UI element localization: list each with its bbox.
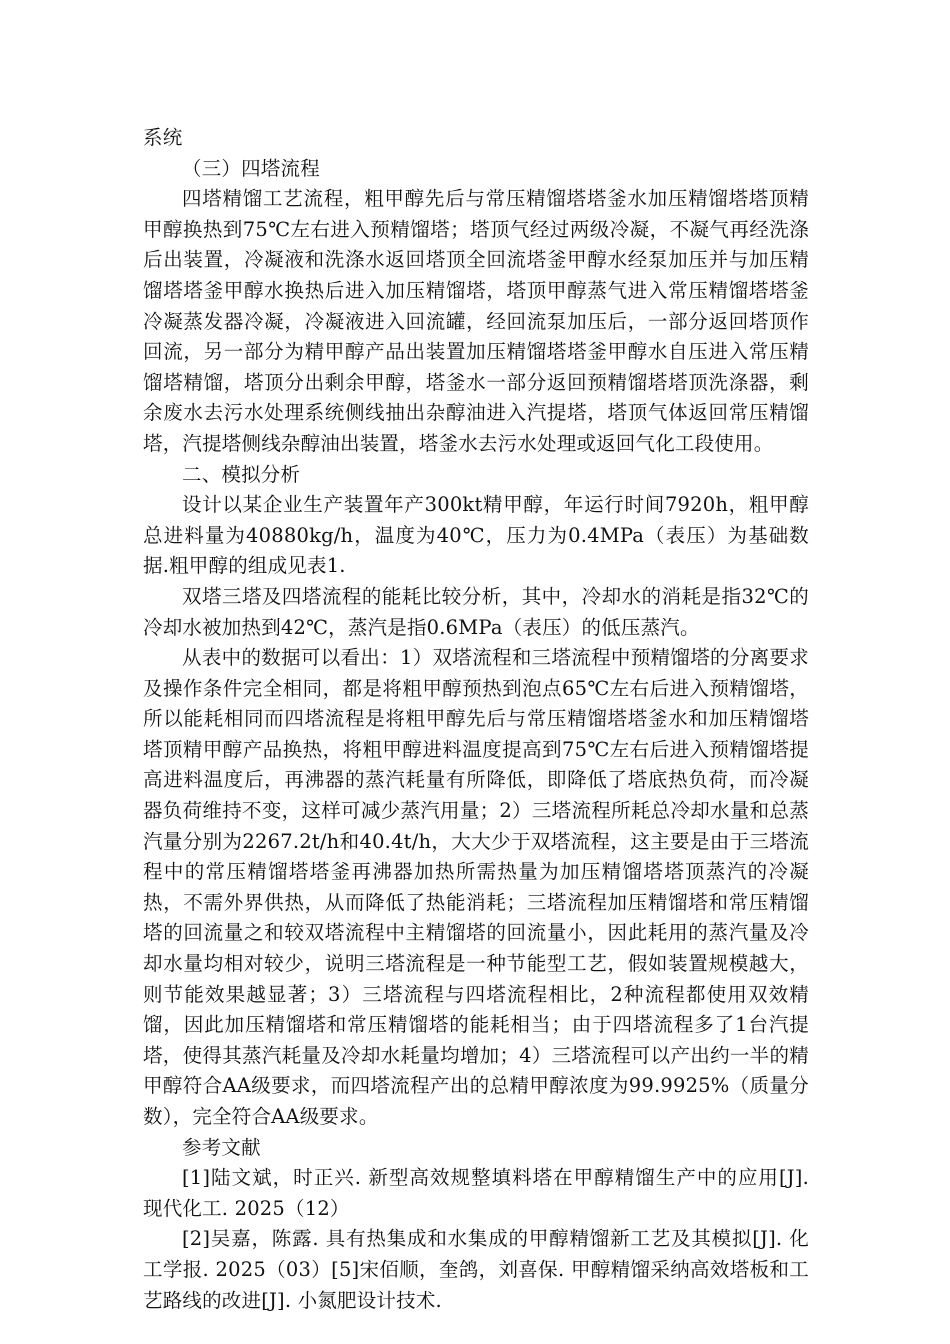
section-heading-four-tower: （三）四塔流程 [182, 156, 320, 180]
paragraph-table-analysis: 从表中的数据可以看出：1）双塔流程和三塔流程中预精馏塔的分离要求及操作条件完全相同，都是将粗甲醇预热到泡点65℃左右后进入预精馏塔，所以能耗相同而四塔流程是将粗甲醇先后与常压精馏塔塔釜水和加压精馏塔塔顶精甲醇产品换热，将粗甲醇进料温度提高到75℃左右后进入预精馏塔提高进料温度后，再沸器的蒸汽耗量有所降低，即降低了塔底热负荷，而冷凝器负荷维持不变，这样可减少蒸汽用量；2）三塔流程所耗总冷却水量和总蒸汽量分别为2267.2t/h和40.4t/h，大大少于双塔流程，这主要是由于三塔流程中的常压精馏塔塔釜再沸器加热所需热量为加压精馏塔塔顶蒸汽的冷凝热，不需外界供热，从而降低了热能消耗；三塔流程加压精馏塔和常压精馏塔的回流量之和较双塔流程中主精馏塔的回流量小，因此耗用的蒸汽量及冷却水量均相对较少，说明三塔流程是一种节能型工艺，假如装置规模越大，则节能效果越显著；3）三塔流程与四塔流程相比，2种流程都使用双效精馏，因此加压精馏塔和常压精馏塔的能耗相当；由于四塔流程多了1台汽提塔，使得其蒸汽耗量及冷却水耗量均增加；4）三塔流程可以产出约一半的精甲醇符合AA级要求，而四塔流程产出的总精甲醇浓度为99.9925%（质量分数），完全符合AA级要求。 [143, 646, 809, 1128]
section-heading-simulation: 二、模拟分析 [182, 462, 301, 486]
reference-item: [1]陆文斌，时正兴. 新型高效规整填料塔在甲醇精馏生产中的应用[J]. 现代化工. 2025（12） [143, 1166, 809, 1220]
references-heading: 参考文献 [182, 1135, 261, 1159]
paragraph-energy-comparison: 双塔三塔及四塔流程的能耗比较分析，其中，冷却水的消耗是指32℃的冷却水被加热到42℃，蒸汽是指0.6MPa（表压）的低压蒸汽。 [143, 584, 809, 639]
paragraph-four-tower-process: 四塔精馏工艺流程，粗甲醇先后与常压精馏塔塔釜水加压精馏塔塔顶精甲醇换热到75℃左右进入预精馏塔；塔顶气经过两级冷凝，不凝气再经洗涤后出装置，冷凝液和洗涤水返回塔顶全回流塔釜甲醇水经泵加压并与加压精馏塔塔釜甲醇水换热后进入加压精馏塔，塔顶甲醇蒸气进入常压精馏塔塔釜冷凝蒸发器冷凝，冷凝液进入回流罐，经回流泵加压后，一部分返回塔顶作回流，另一部分为精甲醇产品出装置加压精馏塔塔釜甲醇水自压进入常压精馏塔精馏，塔顶分出剩余甲醇，塔釜水一部分返回预精馏塔塔顶洗涤器，剩余废水去污水处理系统侧线抽出杂醇油进入汽提塔，塔顶气体返回常压精馏塔，汽提塔侧线杂醇油出装置，塔釜水去污水处理或返回气化工段使用。 [143, 187, 809, 455]
reference-item: [2]吴嘉，陈露. 具有热集成和水集成的甲醇精馏新工艺及其模拟[J]. 化工学报. 2025（03）[5]宋佰顺，奎鸽，刘喜保. 甲醇精馏采纳高效塔板和工艺路线的改进[J]. 小氮肥设计技术. [143, 1227, 809, 1312]
fragment-text: 系统 [143, 126, 183, 149]
paragraph-design-basis: 设计以某企业生产装置年产300kt精甲醇，年运行时间7920h，粗甲醇总进料量为40880kg/h，温度为40℃，压力为0.4MPa（表压）为基础数据.粗甲醇的组成见表1. [143, 493, 809, 578]
document-page [143, 123, 809, 1316]
